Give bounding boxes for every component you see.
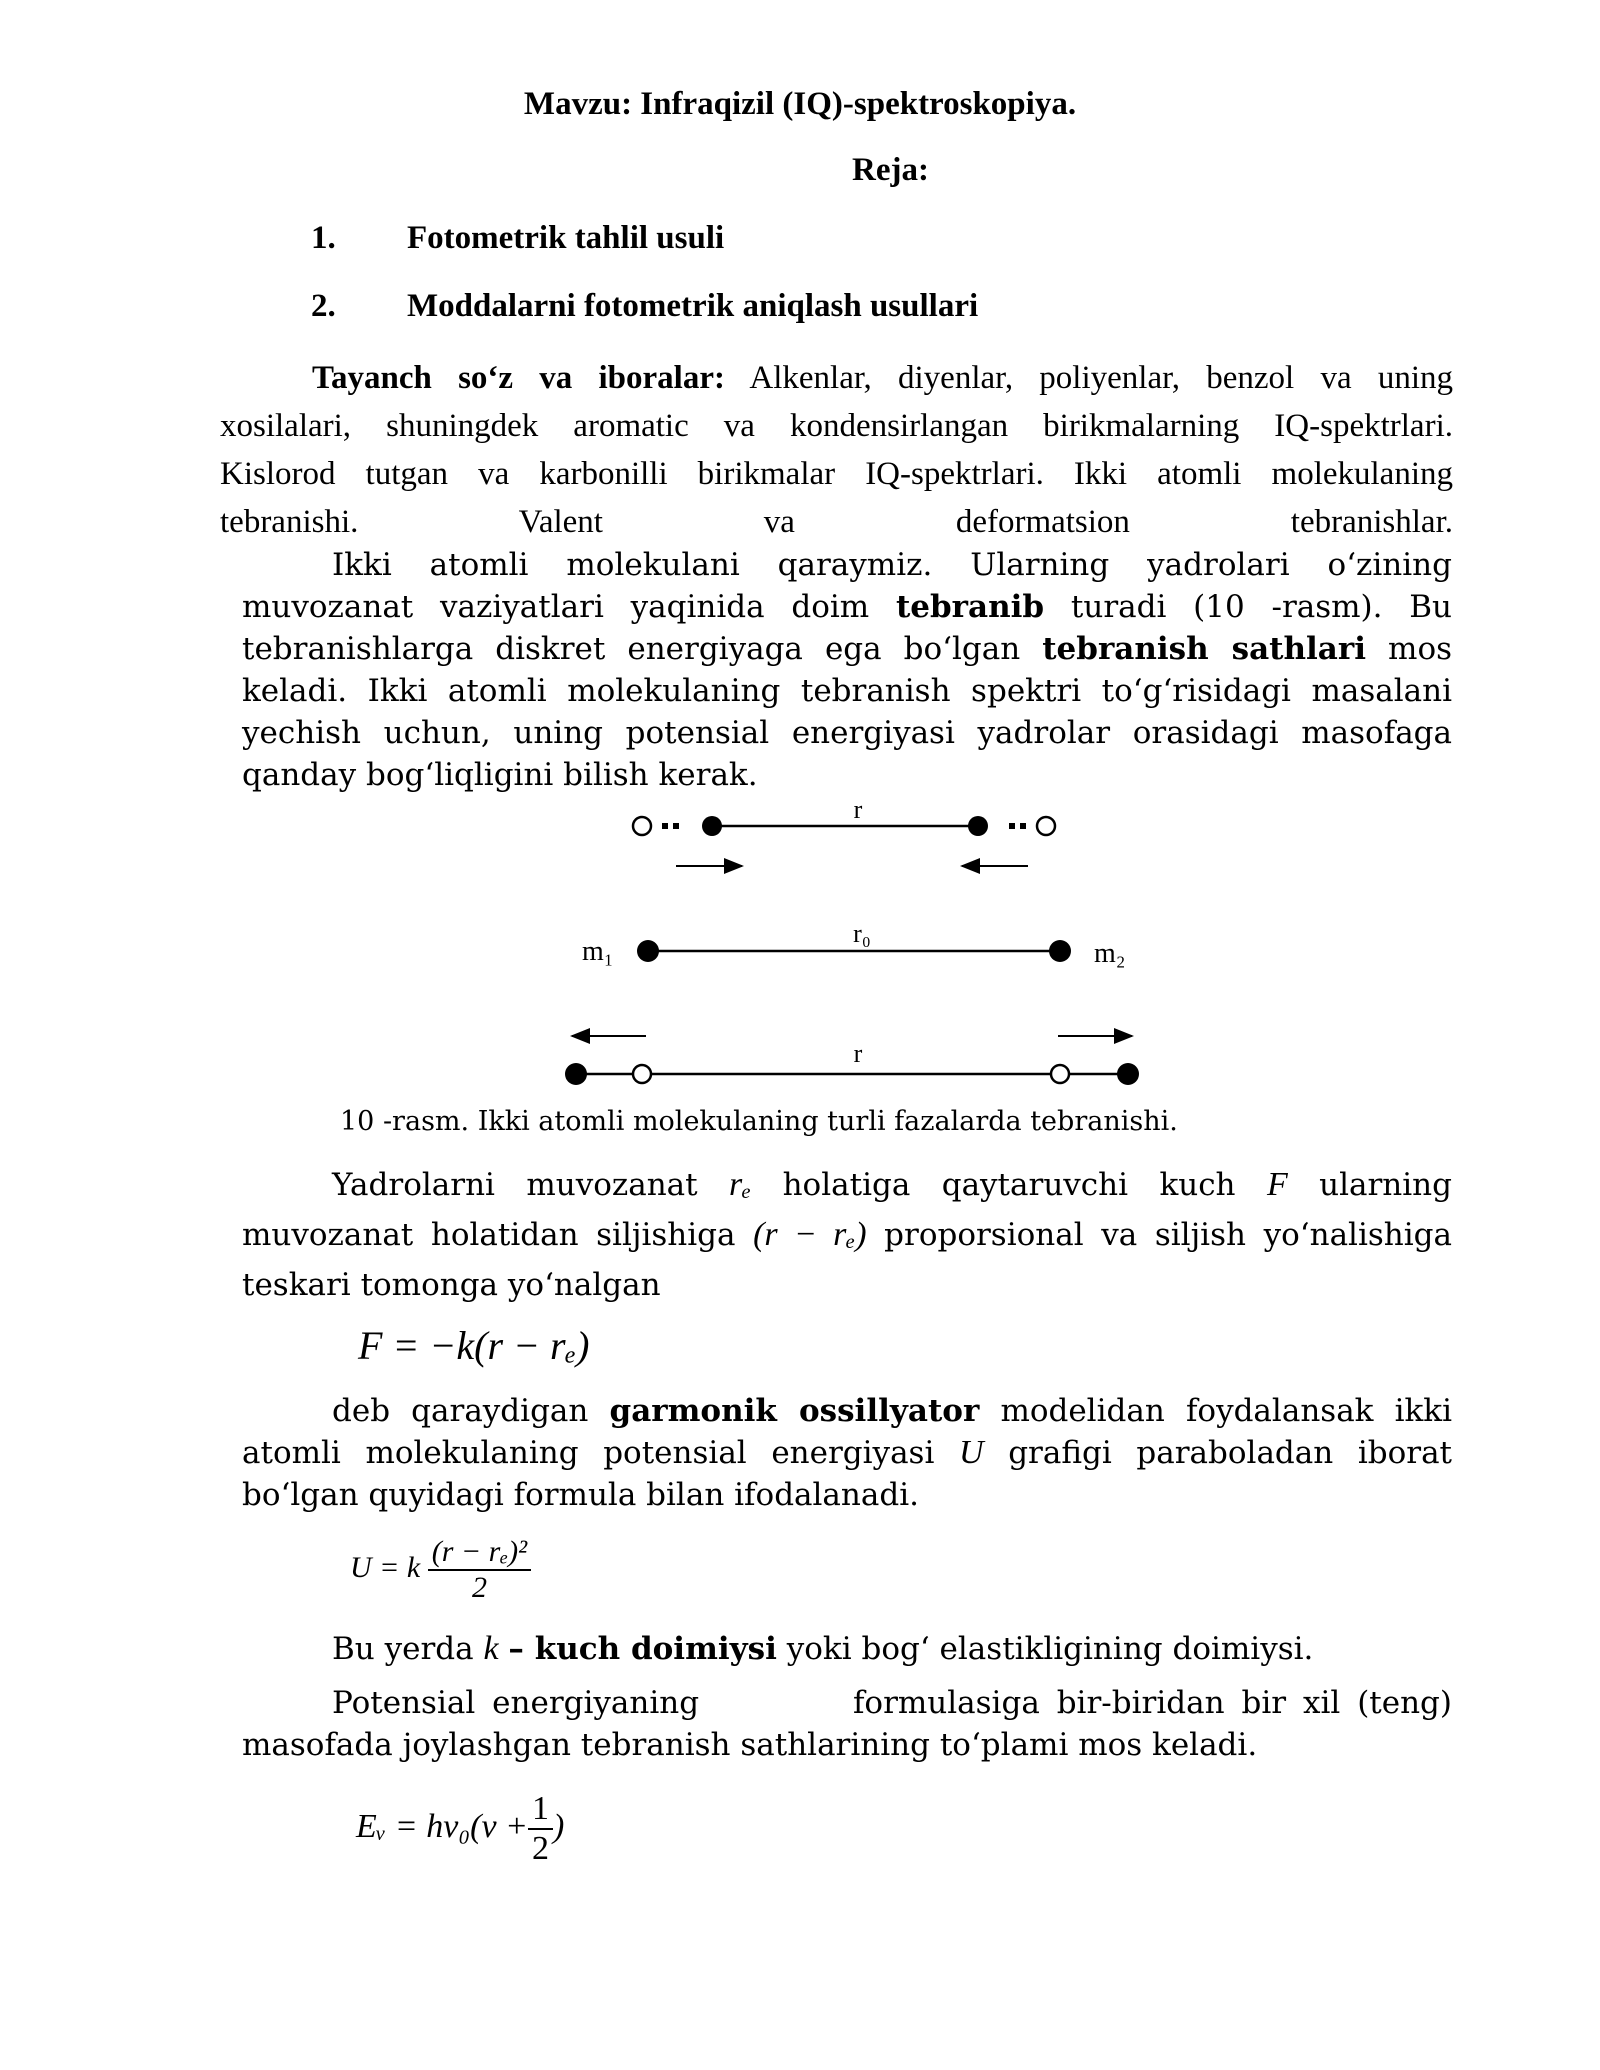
plan-item-text: Fotometrik tahlil usuli bbox=[407, 220, 725, 256]
math-variable: (r − rₑ) bbox=[753, 1216, 867, 1253]
body-paragraph: Ikki atomli molekulani qaraymiz. Ularning yadrolari o‘zining muvozanat vaziyatlari yaqinida doim tebranib turadi (10 -rasm). Bu tebranishlarga diskret energiyaga ega bo‘lgan tebranish sathlari mos keladi. Ikki atomli molekulaning tebranish spektri to‘g‘risidagi masalani yechish uchun, uning potensial energiyasi yadrolar orasidagi masofaga qanday bog‘liqligini bilish kerak. bbox=[242, 547, 1453, 793]
equilibrium-atom-open bbox=[633, 817, 651, 835]
formula-rhs: ) bbox=[553, 1807, 565, 1845]
atom-filled bbox=[968, 816, 988, 836]
bold-term: tebranib bbox=[895, 589, 1045, 625]
math-variable: k bbox=[483, 1630, 499, 1667]
formula-potential bbox=[350, 1535, 531, 1605]
fraction-numerator: 1 bbox=[528, 1790, 553, 1830]
plan-item bbox=[311, 220, 724, 257]
label-m1: m₁ bbox=[582, 936, 614, 967]
bold-term: – kuch doimiysi bbox=[508, 1631, 777, 1667]
label-r0: r₀ bbox=[853, 919, 871, 948]
keywords-paragraph bbox=[220, 354, 1453, 546]
plan-heading: Reja: bbox=[852, 152, 929, 188]
atom-filled bbox=[1049, 940, 1071, 962]
equilibrium-atom-open bbox=[633, 1065, 651, 1083]
formula-force: F = −k(r − rₑ) bbox=[358, 1323, 590, 1368]
keywords-lead: Tayanch so‘z va iboralar: bbox=[312, 360, 725, 396]
formula-fraction bbox=[428, 1535, 531, 1605]
page-title: Mavzu: Infraqizil (IQ)-spektroskopiya. bbox=[523, 86, 1077, 122]
label-m2: m₂ bbox=[1094, 938, 1126, 969]
row-equilibrium bbox=[582, 919, 1126, 969]
keywords-text: Kislorod tutgan va karbonilli birikmalar IQ-spektrlari. Ikki atomli molekulaning bbox=[220, 456, 1453, 492]
fraction-denominator: 2 bbox=[532, 1830, 549, 1867]
atom-filled bbox=[1117, 1063, 1139, 1085]
label-r: r bbox=[853, 1039, 863, 1068]
body-paragraph: Yadrolarni muvozanat rₑ holatiga qaytaruvchi kuch F ularning muvozanat holatidan siljishiga (r − rₑ) proporsional va siljish yo‘nalishiga teskari tomonga yo‘nalgan bbox=[242, 1166, 1452, 1303]
plan-item bbox=[311, 288, 978, 325]
fraction-numerator: (r − rₑ)² bbox=[428, 1535, 531, 1571]
equilibrium-atom-open bbox=[1037, 817, 1055, 835]
math-variable: U bbox=[959, 1434, 984, 1471]
plan-item-text: Moddalarni fotometrik aniqlash usullari bbox=[407, 288, 979, 324]
row-stretched bbox=[565, 1036, 1139, 1085]
body-paragraph: Potensial energiyaning formulasiga bir-biridan bir xil (teng) masofada joylashgan tebranish sathlarining to‘plami mos keladi. bbox=[242, 1685, 1452, 1763]
body-paragraph: Bu yerda k – kuch doimiysi yoki bog‘ elastikligining doimiysi. bbox=[332, 1630, 1314, 1667]
body-paragraph: deb qaraydigan garmonik ossillyator modelidan foydalansak ikki atomli molekulaning potensial energiyasi U grafigi paraboladan iborat bo‘lgan quyidagi formula bilan ifodalanadi. bbox=[242, 1393, 1453, 1513]
label-r: r bbox=[853, 800, 863, 824]
formula-lhs: Eᵥ = hν₀(v + bbox=[356, 1807, 528, 1845]
row-compressed bbox=[633, 800, 1055, 866]
bold-term: tebranish sathlari bbox=[1042, 631, 1367, 667]
formula-fraction bbox=[528, 1790, 553, 1868]
plan-item-number: 1. bbox=[311, 220, 336, 256]
math-variable: rₑ bbox=[729, 1166, 752, 1203]
keywords-text: tebranishi. Valent va deformatsion tebranishlar. bbox=[220, 504, 1453, 540]
keywords-text: Alkenlar, diyenlar, poliyenlar, benzol va uning bbox=[749, 360, 1453, 396]
formula-lhs: U = k bbox=[350, 1550, 421, 1584]
figure-caption: 10 -rasm. Ikki atomli molekulaning turli fazalarda tebranishi. bbox=[340, 1106, 1178, 1137]
bold-term: garmonik ossillyator bbox=[609, 1393, 980, 1429]
plan-item-number: 2. bbox=[311, 288, 336, 324]
formula-energy bbox=[356, 1790, 564, 1868]
math-variable: F bbox=[1266, 1166, 1288, 1203]
molecule-vibration-figure bbox=[560, 800, 1140, 1100]
equilibrium-atom-open bbox=[1051, 1065, 1069, 1083]
keywords-text: xosilalari, shuningdek aromatic va kondensirlangan birikmalarning IQ-spektrlari. bbox=[220, 408, 1453, 444]
fraction-denominator: 2 bbox=[471, 1571, 487, 1604]
